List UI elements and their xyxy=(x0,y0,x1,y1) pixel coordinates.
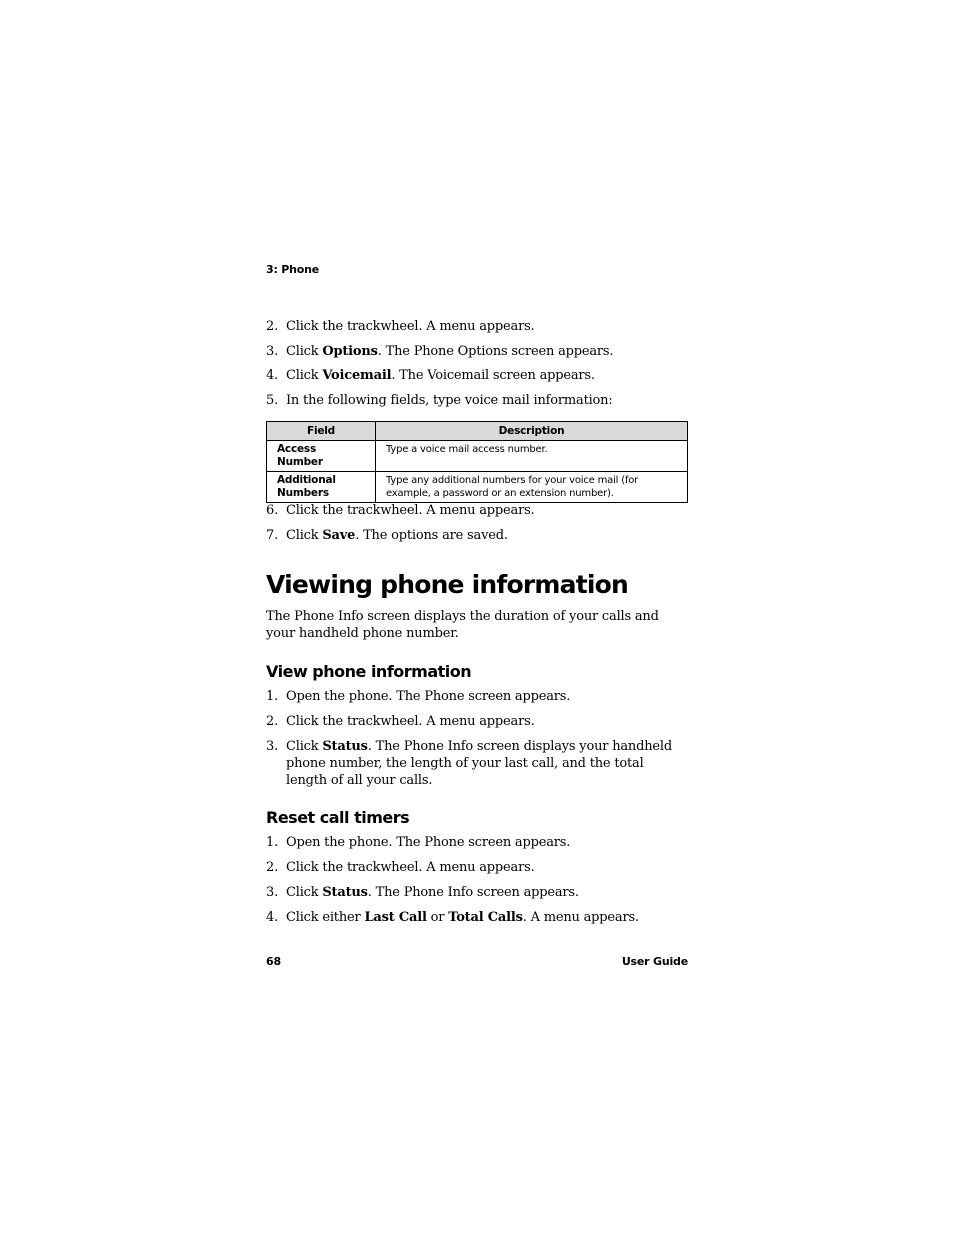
step-number: 3. xyxy=(266,885,279,900)
list-item xyxy=(266,343,688,360)
step-number: 1. xyxy=(266,835,279,850)
table-header-description: Description xyxy=(376,422,688,441)
section-intro: The Phone Info screen displays the duration of your calls and your handheld phone number. xyxy=(266,609,659,641)
step-number: 3. xyxy=(266,344,279,359)
table-row xyxy=(267,441,688,472)
step-text-bold: Status xyxy=(322,739,368,754)
step-text-bold: Voicemail xyxy=(322,368,392,383)
step-text: Open the phone. The Phone screen appears. xyxy=(286,835,571,850)
steps-list-voicemail xyxy=(266,318,688,409)
step-text-post: . The options are saved. xyxy=(355,528,508,543)
step-text-pre: Click xyxy=(286,344,323,359)
step-text-pre: Click xyxy=(286,739,323,754)
subsection-title-reset: Reset call timers xyxy=(266,808,410,827)
running-head: 3: Phone xyxy=(266,263,320,276)
step-number: 2. xyxy=(266,860,279,875)
section-title: Viewing phone information xyxy=(266,570,628,599)
table-cell-field: Additional Numbers xyxy=(267,472,376,503)
step-text: In the following fields, type voice mail information: xyxy=(286,393,613,408)
step-text-bold: Last Call xyxy=(364,910,427,925)
table-row xyxy=(267,472,688,503)
list-item xyxy=(266,502,688,519)
list-item xyxy=(266,688,688,705)
list-item xyxy=(266,859,688,876)
step-text-post: . The Phone Info screen appears. xyxy=(367,885,579,900)
list-item xyxy=(266,318,688,335)
step-number: 2. xyxy=(266,714,279,729)
step-number: 1. xyxy=(266,689,279,704)
step-text-post: . The Phone Info screen displays your handheld phone number, the length of your last call, and the total length of all your calls. xyxy=(286,739,672,788)
step-text: Click the trackwheel. A menu appears. xyxy=(286,319,535,334)
step-text-pre: Click xyxy=(286,368,323,383)
step-text: Click the trackwheel. A menu appears. xyxy=(286,714,535,729)
list-item xyxy=(266,713,688,730)
step-number: 7. xyxy=(266,528,279,543)
step-text-bold: Status xyxy=(322,885,368,900)
step-text: Open the phone. The Phone screen appears. xyxy=(286,689,571,704)
step-number: 6. xyxy=(266,503,279,518)
table-header-row xyxy=(267,422,688,441)
list-item xyxy=(266,884,688,901)
step-text: Click the trackwheel. A menu appears. xyxy=(286,503,535,518)
step-text: Click the trackwheel. A menu appears. xyxy=(286,860,535,875)
step-text-bold: Options xyxy=(322,344,378,359)
step-text-post: . The Voicemail screen appears. xyxy=(391,368,595,383)
step-text-bold: Total Calls xyxy=(448,910,523,925)
step-number: 2. xyxy=(266,319,279,334)
steps-list-reset xyxy=(266,834,688,926)
subsection-title-view: View phone information xyxy=(266,662,472,681)
table-header-field: Field xyxy=(267,422,376,441)
page-number: 68 xyxy=(266,955,281,968)
step-text-post: . A menu appears. xyxy=(522,910,639,925)
step-number: 4. xyxy=(266,368,279,383)
list-item xyxy=(266,738,688,789)
step-number: 3. xyxy=(266,739,279,754)
step-text-pre: Click either xyxy=(286,910,365,925)
step-number: 5. xyxy=(266,393,279,408)
footer-title: User Guide xyxy=(621,955,688,968)
steps-list-view xyxy=(266,688,688,789)
list-item xyxy=(266,392,688,409)
step-text-post: . The Phone Options screen appears. xyxy=(377,344,614,359)
table-cell-description: Type a voice mail access number. xyxy=(376,441,688,472)
step-text-pre: Click xyxy=(286,885,323,900)
list-item xyxy=(266,909,688,926)
step-text-bold: Save xyxy=(322,528,356,543)
list-item xyxy=(266,834,688,851)
voicemail-fields-table xyxy=(266,421,688,503)
list-item xyxy=(266,367,688,384)
list-item xyxy=(266,527,688,544)
step-text-mid: or xyxy=(426,910,449,925)
steps-list-save xyxy=(266,502,688,544)
table-cell-field: Access Number xyxy=(267,441,376,472)
table-cell-description: Type any additional numbers for your voice mail (for example, a password or an extension number). xyxy=(376,472,688,503)
step-text-pre: Click xyxy=(286,528,323,543)
step-number: 4. xyxy=(266,910,279,925)
document-page xyxy=(266,0,688,1235)
